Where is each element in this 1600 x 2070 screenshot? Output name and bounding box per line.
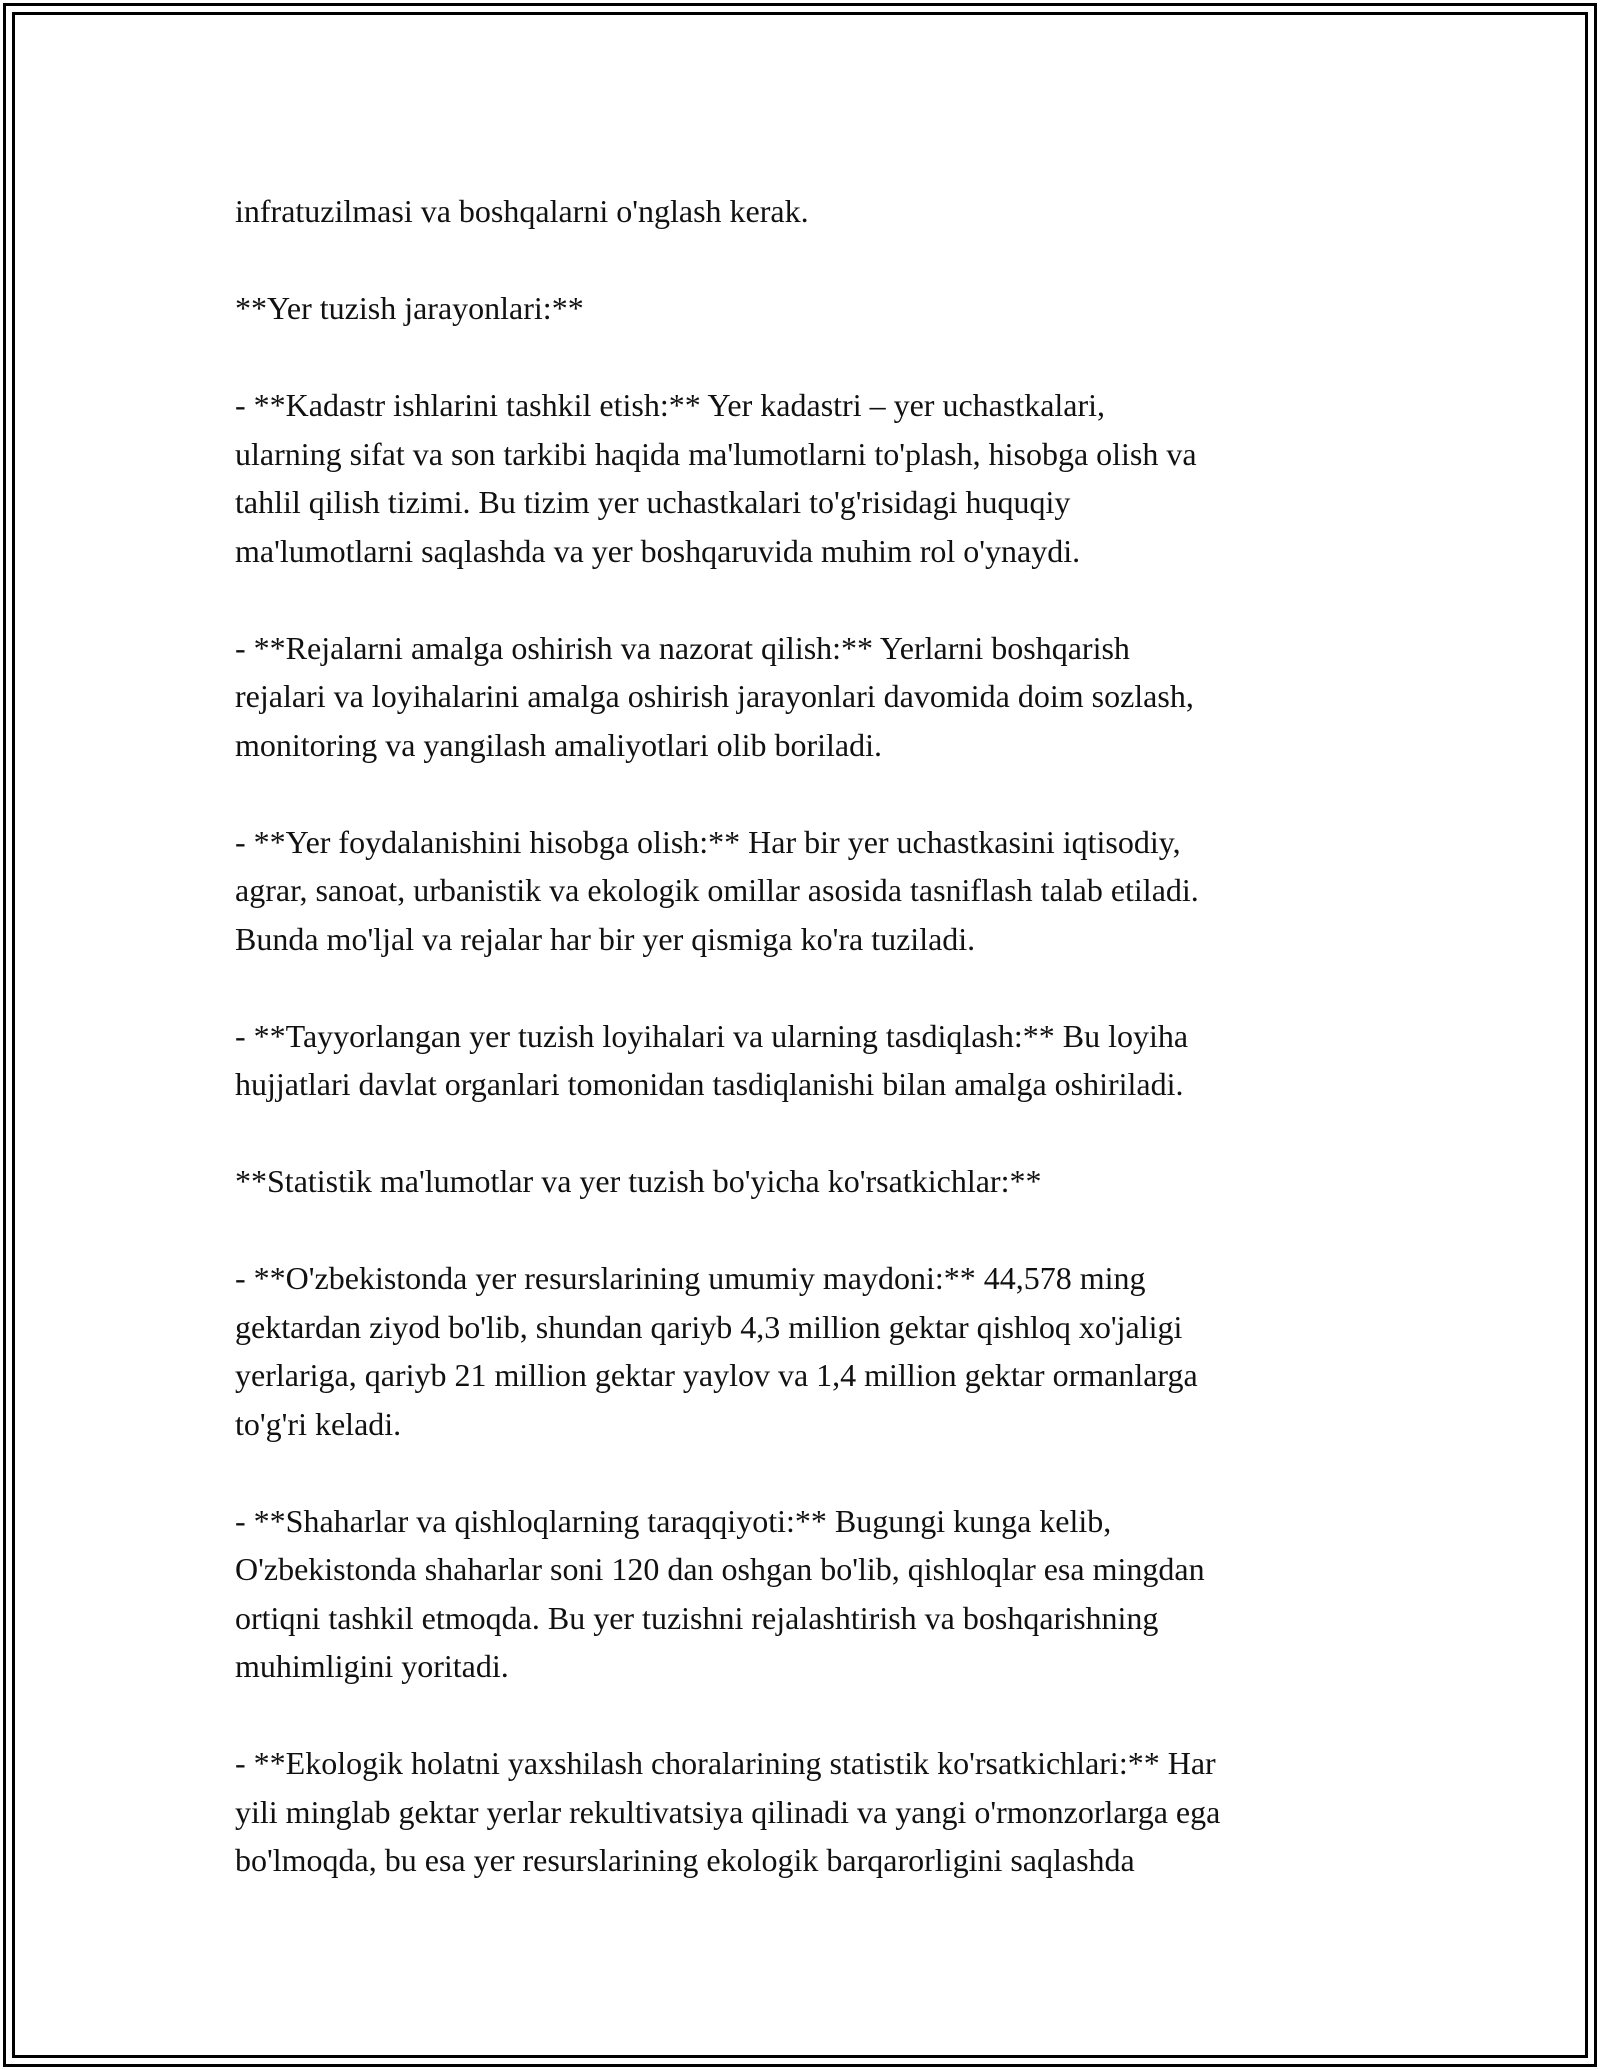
list-item-ekologik: - **Ekologik holatni yaxshilash choralarining statistik ko'rsatkichlari:** Har yili minglab gektar yerlar rekultivatsiya qilinadi va yangi o'rmonzorlarga ega bo'lmoqda, bu esa yer resurslarining ekologik barqarorligini saqlashda — [235, 1745, 1221, 1878]
section-heading-statistik: **Statistik ma'lumotlar va yer tuzish bo'yicha ko'rsatkichlar:** — [235, 1163, 1042, 1199]
list-item-kadastr: - **Kadastr ishlarini tashkil etish:** Yer kadastri – yer uchastkalari, ularning sifat va son tarkibi haqida ma'lumotlarni to'plash, hisobga olish va tahlil qilish tizimi. Bu tizim yer uchastkalari to'g'risidagi huquqiy ma'lumotlarni saqlashda va yer boshqaruvida muhim rol o'ynaydi. — [235, 387, 1197, 569]
list-item-yer-foydalanish: - **Yer foydalanishini hisobga olish:** Har bir yer uchastkasini iqtisodiy, agrar, sanoat, urbanistik va ekologik omillar asosida tasniflash talab etiladi. Bunda mo'ljal va rejalar har bir yer qismiga ko'ra tuziladi. — [235, 823, 1199, 957]
list-item-shaharlar: - **Shaharlar va qishloqlarning taraqqiyoti:** Bugungi kunga kelib, O'zbekistonda shaharlar soni 120 dan oshgan bo'lib, qishloqlar esa mingdan ortiqni tashkil etmoqda. Bu yer tuzishni rejalashtirish va boshqarishning muhimligini yoritadi. — [235, 1502, 1205, 1684]
list-item-loyihalar: - **Tayyorlangan yer tuzish loyihalari va ularning tasdiqlash:** Bu loyiha hujjatlari davlat organlari tomonidan tasdiqlanishi bilan amalga oshiriladi. — [235, 1017, 1189, 1102]
list-item-rejalar: - **Rejalarni amalga oshirish va nazorat qilish:** Yerlarni boshqarish rejalari va loyihalarini amalga oshirish jarayonlari davomida doim sozlash, monitoring va yangilash amaliyotlari olib boriladi. — [235, 629, 1194, 763]
document-body — [235, 187, 1375, 1885]
section-heading-yer-tuzish-jarayonlari: **Yer tuzish jarayonlari:** — [235, 290, 584, 326]
list-item-yer-resurslari: - **O'zbekistonda yer resurslarining umumiy maydoni:** 44,578 ming gektardan ziyod bo'lib, shundan qariyb 4,3 million gektar qishloq xo'jaligi yerlariga, qariyb 21 million gektar yaylov va 1,4 million gektar ormanlarga to'g'ri keladi. — [235, 1260, 1198, 1442]
paragraph-intro-continuation: infratuzilmasi va boshqalarni o'nglash kerak. — [235, 193, 809, 229]
